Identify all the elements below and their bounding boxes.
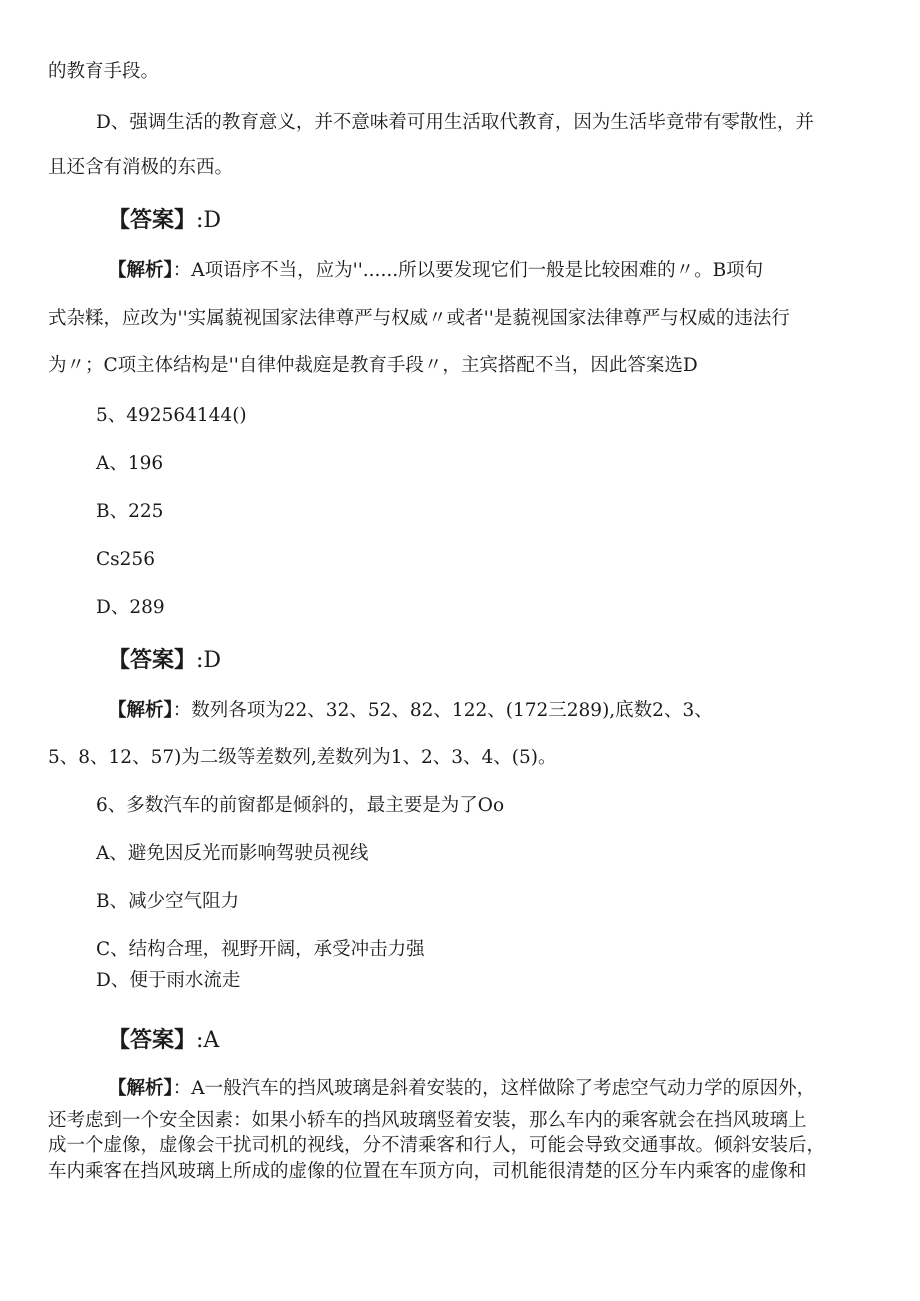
option-b: B、225 xyxy=(96,501,164,522)
option-d: D、便于雨水流走 xyxy=(96,970,241,991)
answer-3 xyxy=(108,1030,219,1052)
analysis-1 xyxy=(108,262,763,281)
analysis-label: 【解析】 xyxy=(108,700,173,721)
answer-label: 【答案】 xyxy=(108,648,197,673)
option-a: A、196 xyxy=(96,453,164,474)
analysis-3 xyxy=(108,1080,815,1099)
text-line: 的教育手段。 xyxy=(48,61,160,82)
answer-value: :A xyxy=(196,1028,220,1053)
option-d: D、289 xyxy=(96,597,165,618)
analysis-2 xyxy=(108,702,713,721)
question-6: 6、多数汽车的前窗都是倾斜的，最主要是为了Oo xyxy=(96,795,505,816)
analysis-label: 【解析】 xyxy=(108,1078,173,1099)
option-c: Cs256 xyxy=(96,549,155,570)
option-d: D、强调生活的教育意义，并不意味着可用生活取代教育，因为生活毕竟带有零散性，并 xyxy=(96,112,814,133)
answer-label: 【答案】 xyxy=(108,208,197,233)
analysis-text: ：数列各项为22、32、52、82、122、(172三289),底数2、3、 xyxy=(172,700,713,721)
text-line: 还考虑到一个安全因素：如果小轿车的挡风玻璃竖着安装，那么车内的乘客就会在挡风玻璃上 xyxy=(48,1110,807,1131)
text-line: 为〃；C项主体结构是''自律仲裁庭是教育手段〃，主宾搭配不当，因此答案选D xyxy=(48,355,698,376)
answer-value: :D xyxy=(196,208,222,233)
text-line: 式杂糅，应改为''实属藐视国家法律尊严与权威〃或者''是藐视国家法律尊严与权威的违法行 xyxy=(48,308,790,329)
question-5: 5、492564144() xyxy=(96,405,247,426)
option-c: C、结构合理，视野开阔，承受冲击力强 xyxy=(96,939,425,960)
text-line: 成一个虚像，虚像会干扰司机的视线，分不清乘客和行人，可能会导致交通事故。倾斜安装后， xyxy=(48,1135,826,1156)
answer-label: 【答案】 xyxy=(108,1028,197,1053)
text-line: 车内乘客在挡风玻璃上所成的虚像的位置在车顶方向，司机能很清楚的区分车内乘客的虚像和 xyxy=(48,1161,807,1182)
analysis-text: ：A项语序不当，应为''......所以要发现它们一般是比较困难的〃。B项句 xyxy=(172,260,764,281)
answer-value: :D xyxy=(196,648,222,673)
text-line: 且还含有消极的东西。 xyxy=(48,157,234,178)
analysis-label: 【解析】 xyxy=(108,260,173,281)
text-line: 5、8、12、57)为二级等差数列,差数列为1、2、3、4、(5)。 xyxy=(48,747,557,768)
answer-2 xyxy=(108,650,221,672)
option-b: B、减少空气阻力 xyxy=(96,891,240,912)
option-a: A、避免因反光而影响驾驶员视线 xyxy=(96,843,369,864)
answer-1 xyxy=(108,210,221,232)
analysis-text: ：A一般汽车的挡风玻璃是斜着安装的，这样做除了考虑空气动力学的原因外， xyxy=(172,1078,816,1099)
